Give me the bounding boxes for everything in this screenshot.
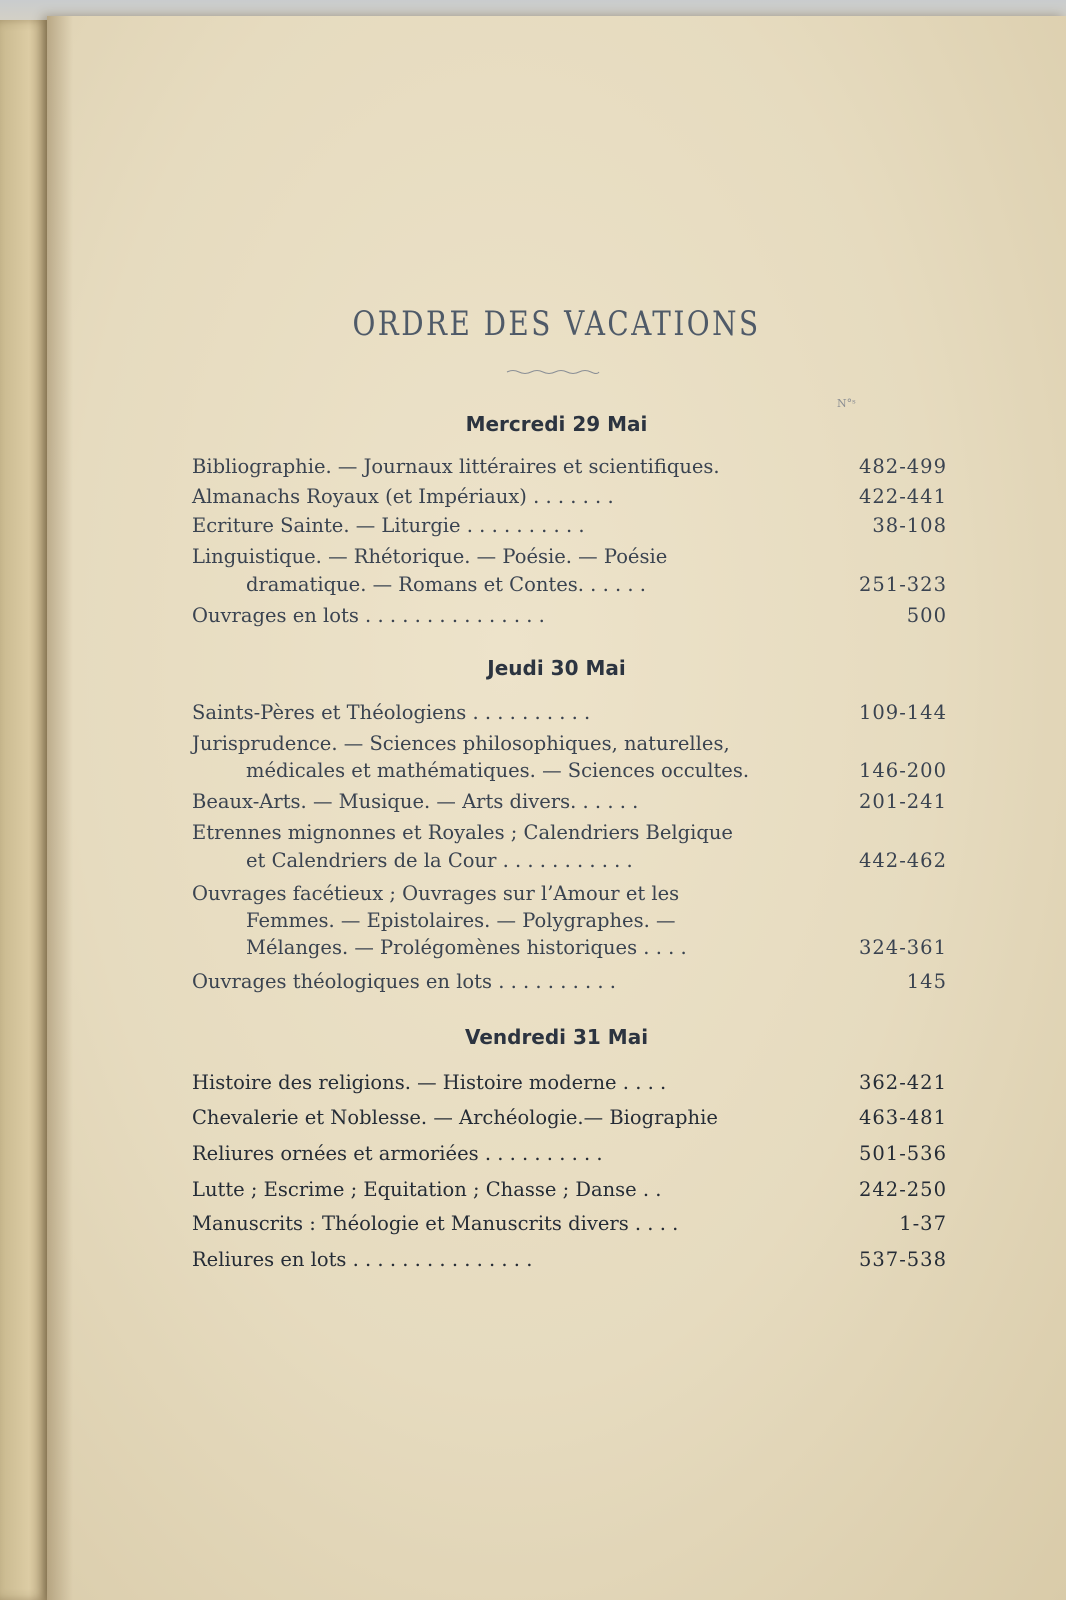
entry-numbers: 38-108 [872,514,947,537]
entry-label: Beaux-Arts. — Musique. — Arts divers. . . . . . [192,790,639,813]
entry-numbers: 1-37 [899,1212,947,1235]
catalogue-page [47,16,1066,1600]
day-heading-jeudi: Jeudi 30 Mai [487,656,626,680]
entry-row [192,543,947,599]
entry-label-continued: médicales et mathématiques. — Sciences occultes. [246,759,750,782]
entry-label-continued: Mélanges. — Prolégomènes historiques . . . . [246,936,687,959]
entry-numbers: 324-361 [858,936,947,959]
day-heading-mercredi: Mercredi 29 Mai [465,412,648,436]
entry-row [192,788,947,815]
entry-numbers: 362-421 [858,1071,947,1094]
entry-numbers: 146-200 [858,759,947,782]
entry-row [192,1246,947,1273]
entry-row [192,453,947,480]
entry-numbers: 500 [906,604,947,627]
entry-row [192,1104,947,1131]
entry-label: Linguistique. — Rhétorique. — Poésie. — Poésie [192,545,668,568]
entry-row [192,1210,947,1237]
entry-label: Reliures ornées et armoriées . . . . . . . . . . [192,1142,603,1165]
entry-label: Ouvrages théologiques en lots . . . . . . . . . . [192,970,616,993]
entry-row [192,1140,947,1167]
entry-label: Jurisprudence. — Sciences philosophiques, naturelles, [192,732,730,755]
entry-numbers: 109-144 [858,701,947,724]
entry-row [192,730,947,786]
entry-numbers: 442-462 [858,849,947,872]
entry-numbers: 463-481 [858,1106,947,1129]
entry-label: Manuscrits : Théologie et Manuscrits divers . . . . [192,1212,679,1235]
entry-label: Almanachs Royaux (et Impériaux) . . . . . . . [192,485,614,508]
entry-label-continued: et Calendriers de la Cour . . . . . . . . . . . [246,849,633,872]
entry-label: Histoire des religions. — Histoire moderne . . . . [192,1071,667,1094]
entry-label: Ecriture Sainte. — Liturgie . . . . . . . . . . [192,514,585,537]
entry-numbers: 482-499 [858,455,947,478]
entry-label: Saints-Pères et Théologiens . . . . . . . . . . [192,701,591,724]
previous-page-edge [0,20,52,1600]
entry-row [192,602,947,629]
entry-label: Ouvrages en lots . . . . . . . . . . . . . . . [192,604,545,627]
title-ornament-rule [505,368,601,376]
entry-row [192,968,947,995]
entry-label: Etrennes mignonnes et Royales ; Calendriers Belgique [192,821,733,844]
entry-label: Lutte ; Escrime ; Equitation ; Chasse ; Danse . . [192,1178,662,1201]
entry-row [192,1069,947,1096]
entry-numbers: 145 [906,970,947,993]
entry-row [192,512,947,539]
entry-label: Chevalerie et Noblesse. — Archéologie.— Biographie [192,1106,718,1129]
column-header-numbers: N°ˢ [837,397,856,410]
entry-numbers: 251-323 [858,573,947,596]
entry-label: Reliures en lots . . . . . . . . . . . . . . . [192,1248,533,1271]
entry-numbers: 422-441 [858,485,947,508]
day-heading-vendredi: Vendredi 31 Mai [464,1025,649,1049]
entry-label: Ouvrages facétieux ; Ouvrages sur l’Amour et les [192,882,680,905]
entry-label: Bibliographie. — Journaux littéraires et scientifiques. [192,455,720,478]
page-title: ORDRE DES VACATIONS [352,304,761,344]
entry-numbers: 201-241 [858,790,947,813]
entry-row [192,699,947,726]
entry-row [192,1176,947,1203]
entry-row [192,880,947,964]
entry-row [192,483,947,510]
entry-numbers: 501-536 [858,1142,947,1165]
entry-numbers: 537-538 [858,1248,947,1271]
entry-row [192,819,947,875]
entry-label-continued: dramatique. — Romans et Contes. . . . . . [246,573,646,596]
entry-numbers: 242-250 [858,1178,947,1201]
entry-label-continued: Femmes. — Epistolaires. — Polygraphes. — [246,909,676,932]
